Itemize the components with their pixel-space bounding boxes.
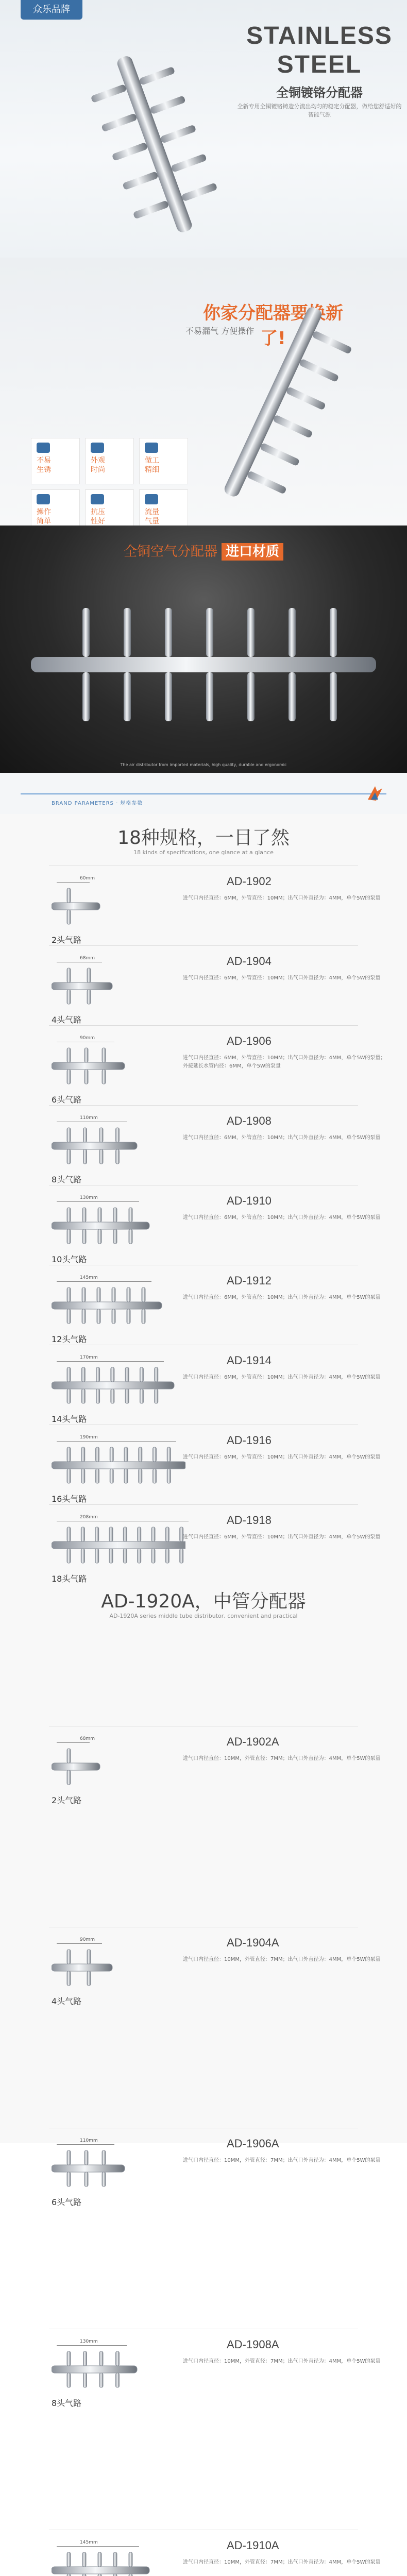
model-number: AD-1906A [227, 2137, 279, 2150]
dimension-line [57, 1281, 151, 1282]
strip-divider [21, 793, 386, 794]
middle-tube-rows [0, 1638, 407, 2576]
material-headline-highlight: 进口材质 [222, 543, 283, 561]
dimension-line [57, 1361, 164, 1362]
spec-row [0, 1345, 407, 1427]
dimension-label: 145mm [80, 2540, 98, 2545]
feature-label: 外观 [91, 456, 105, 465]
dimension-label: 170mm [80, 1355, 98, 1360]
manifold-image [52, 2548, 185, 2576]
model-description: 进气口内径直径：6MM，外管直径：10MM；出气口外直径为：4MM，单个5W的泵量 [183, 895, 381, 901]
feature-label: 做工 [145, 456, 159, 465]
feature-card [139, 438, 188, 484]
dimension-line [57, 1441, 176, 1442]
spec-row [0, 2530, 407, 2576]
outlet-count-label: 18头气路 [52, 1574, 87, 1584]
spec-row [0, 945, 407, 1028]
model-description: 进气口内径直径：10MM，外管直径：7MM；出气口外直径为：4MM，单个5W的泵量 [183, 1957, 381, 1962]
outlet-count-label: 10头气路 [52, 1255, 87, 1264]
feature-icon [145, 443, 158, 453]
outlet-count-label: 16头气路 [52, 1494, 87, 1504]
feature-card [31, 489, 80, 526]
model-number: AD-1918 [227, 1514, 272, 1527]
model-description: 进气口内径直径：10MM，外管直径：7MM；出气口外直径为：4MM，单个5W的泵量 [183, 2560, 381, 2565]
spec-row [0, 1105, 407, 1188]
model-number: AD-1912 [227, 1274, 272, 1287]
material-headline-text: 全铜空气分配器 [123, 544, 217, 560]
dimension-label: 145mm [80, 1275, 98, 1280]
model-description: 进气口内径直径：10MM，外管直径：7MM；出气口外直径为：4MM，单个5W的泵量 [183, 2359, 381, 2364]
model-number: AD-1914 [227, 1354, 272, 1367]
feature-label: 时尚 [91, 466, 105, 474]
feature-icon [91, 494, 104, 504]
outlet-count-label: 4头气路 [52, 1015, 82, 1025]
dimension-line [57, 2345, 127, 2346]
outlet-count-label: 4头气路 [52, 1996, 82, 2006]
outlet-count-label: 6头气路 [52, 1095, 82, 1105]
spec-row [0, 1504, 407, 1587]
manifold-hero-image [77, 41, 232, 247]
dimension-label: 68mm [80, 956, 95, 961]
row-divider [49, 945, 358, 946]
dimension-label: 130mm [80, 1195, 98, 1200]
feature-card [85, 489, 134, 526]
model-number: AD-1908A [227, 2338, 279, 2351]
outlet-count-label: 14头气路 [52, 1414, 87, 1424]
model-number: AD-1902 [227, 875, 272, 888]
feature-label: 气量 [145, 517, 159, 526]
hero-title-line1: STAINLESS [246, 22, 393, 49]
manifold-image [52, 2347, 185, 2394]
features-section [0, 258, 407, 526]
model-number: AD-1916 [227, 1434, 272, 1447]
manifold-image [52, 1124, 185, 1170]
manifold-image [52, 884, 185, 930]
feature-card [31, 438, 80, 484]
manifold-image [52, 2146, 185, 2193]
model-description: 进气口内径直径：10MM，外管直径：7MM；出气口外直径为：4MM，单个5W的泵量 [183, 1756, 381, 1761]
dimension-label: 208mm [80, 1515, 98, 1520]
dimension-line [57, 882, 90, 883]
row-divider [49, 1105, 358, 1106]
feature-label: 性好 [91, 517, 105, 526]
model-number: AD-1906 [227, 1035, 272, 1047]
material-section [0, 526, 407, 773]
feature-icon [145, 494, 158, 504]
hero-section [0, 0, 407, 258]
dimension-line [57, 2546, 139, 2547]
model-description: 进气口内径直径：6MM，外管直径：10MM；出气口外直径为：4MM，单个5W的泵量 [183, 1215, 381, 1221]
dimension-label: 190mm [80, 1435, 98, 1440]
hero-title-line2: STEEL [277, 51, 362, 78]
model-number: AD-1902A [227, 1735, 279, 1748]
spec-title: 18种规格，一目了然 [117, 827, 290, 849]
dimension-label: 90mm [80, 1937, 95, 1942]
dimension-label: 68mm [80, 1736, 95, 1741]
manifold-image [52, 1283, 185, 1330]
feature-card [139, 489, 188, 526]
model-number: AD-1908 [227, 1114, 272, 1127]
strip-label: BRAND PARAMETERS · 规格参数 [52, 801, 143, 806]
model-description: 进气口内径直径：10MM，外管直径：7MM；出气口外直径为：4MM，单个5W的泵量 [183, 2158, 381, 2163]
material-headline [88, 541, 319, 560]
dimension-label: 110mm [80, 1115, 98, 1121]
feature-label: 简单 [37, 517, 51, 526]
dimension-line [57, 1201, 139, 1202]
spec-row [0, 1025, 407, 1108]
manifold-image [52, 1044, 185, 1090]
model-description: 进气口内径直径：6MM，外管直径：10MM；出气口外直径为：4MM，单个5W的泵量；外接延长水管内径：6MM，单个5W的泵量 [183, 1055, 386, 1069]
feature-label: 抗压 [91, 508, 105, 516]
dimension-label: 60mm [80, 876, 95, 881]
manifold-image [52, 1744, 185, 1791]
model-description: 进气口内径直径：6MM，外管直径：10MM；出气口外直径为：4MM，单个5W的泵量 [183, 975, 381, 981]
spec-row [0, 1265, 407, 1347]
hero-description: 全新专用全铜镀铬铸造分流出均匀的稳定分配器，做给您舒适好的智能气源 [237, 103, 402, 118]
middle-tube-title: AD-1920A，中管分配器 [101, 1591, 306, 1612]
feature-icon [37, 443, 50, 453]
outlet-count-label: 8头气路 [52, 1175, 82, 1184]
features-headline: 你家分配器要换新了! [203, 303, 343, 349]
manifold-image [52, 1363, 185, 1410]
dimension-label: 90mm [80, 1036, 95, 1041]
brand-logo-icon [366, 784, 384, 803]
outlet-count-label: 12头气路 [52, 1334, 87, 1344]
outlet-count-label: 2头气路 [52, 935, 82, 945]
spec-row [0, 1927, 407, 2009]
feature-label: 精细 [145, 466, 159, 474]
spec-row [0, 1425, 407, 1507]
row-divider [49, 1504, 358, 1505]
middle-tube-subtitle: AD-1920A series middle tube distributor, convenient and practical [109, 1613, 298, 1619]
outlet-count-label: 8头气路 [52, 2398, 82, 2408]
model-number: AD-1910A [227, 2539, 279, 2552]
feature-label: 不易 [37, 456, 51, 465]
model-description: 进气口内径直径：6MM，外管直径：10MM；出气口外直径为：4MM，单个5W的泵量 [183, 1135, 381, 1141]
feature-card [85, 438, 134, 484]
model-description: 进气口内径直径：6MM，外管直径：10MM；出气口外直径为：4MM，单个5W的泵量 [183, 1454, 381, 1460]
brand-badge: 众乐品牌 [21, 0, 82, 20]
model-number: AD-1910 [227, 1194, 272, 1207]
dimension-line [57, 1943, 102, 1944]
spec-subtitle: 18 kinds of specifications, one glance at a glance [133, 849, 274, 856]
feature-label: 生锈 [37, 466, 51, 474]
model-description: 进气口内径直径：6MM，外管直径：10MM；出气口外直径为：4MM，单个5W的泵量 [183, 1534, 381, 1540]
model-number: AD-1904A [227, 1936, 279, 1949]
manifold-dark-image [21, 572, 386, 757]
spec-row [0, 2128, 407, 2210]
features-subtitle: 不易漏气 方便操作 [185, 326, 255, 336]
spec-row [0, 2329, 407, 2411]
parameters-strip [0, 773, 407, 814]
manifold-image [52, 1945, 185, 1992]
manifold-image [52, 1204, 185, 1250]
feature-grid [31, 438, 196, 526]
manifold-image [52, 1523, 185, 1569]
hero-subtitle: 全铜镀铬分配器 [276, 86, 363, 100]
spec-row [0, 1726, 407, 1808]
dimension-line [57, 2144, 114, 2145]
row-divider [49, 1025, 358, 1026]
feature-icon [37, 494, 50, 504]
spec-row [0, 866, 407, 948]
feature-label: 操作 [37, 508, 51, 516]
spec-row [0, 1185, 407, 1267]
material-caption: The air distributor from imported materials, high quality, durable and ergonomic [120, 762, 287, 767]
outlet-count-label: 2头气路 [52, 1795, 82, 1805]
dimension-line [57, 1742, 90, 1743]
model-number: AD-1904 [227, 955, 272, 968]
manifold-side-image [165, 289, 381, 515]
model-description: 进气口内径直径：6MM，外管直径：10MM；出气口外直径为：4MM，单个5W的泵量 [183, 1295, 381, 1300]
feature-icon [91, 443, 104, 453]
dimension-label: 110mm [80, 2138, 98, 2143]
model-description: 进气口内径直径：6MM，外管直径：10MM；出气口外直径为：4MM，单个5W的泵量 [183, 1375, 381, 1380]
feature-label: 流量 [145, 508, 159, 516]
manifold-image [52, 964, 185, 1010]
outlet-count-label: 6头气路 [52, 2197, 82, 2207]
dimension-label: 130mm [80, 2339, 98, 2344]
manifold-image [52, 1443, 185, 1489]
